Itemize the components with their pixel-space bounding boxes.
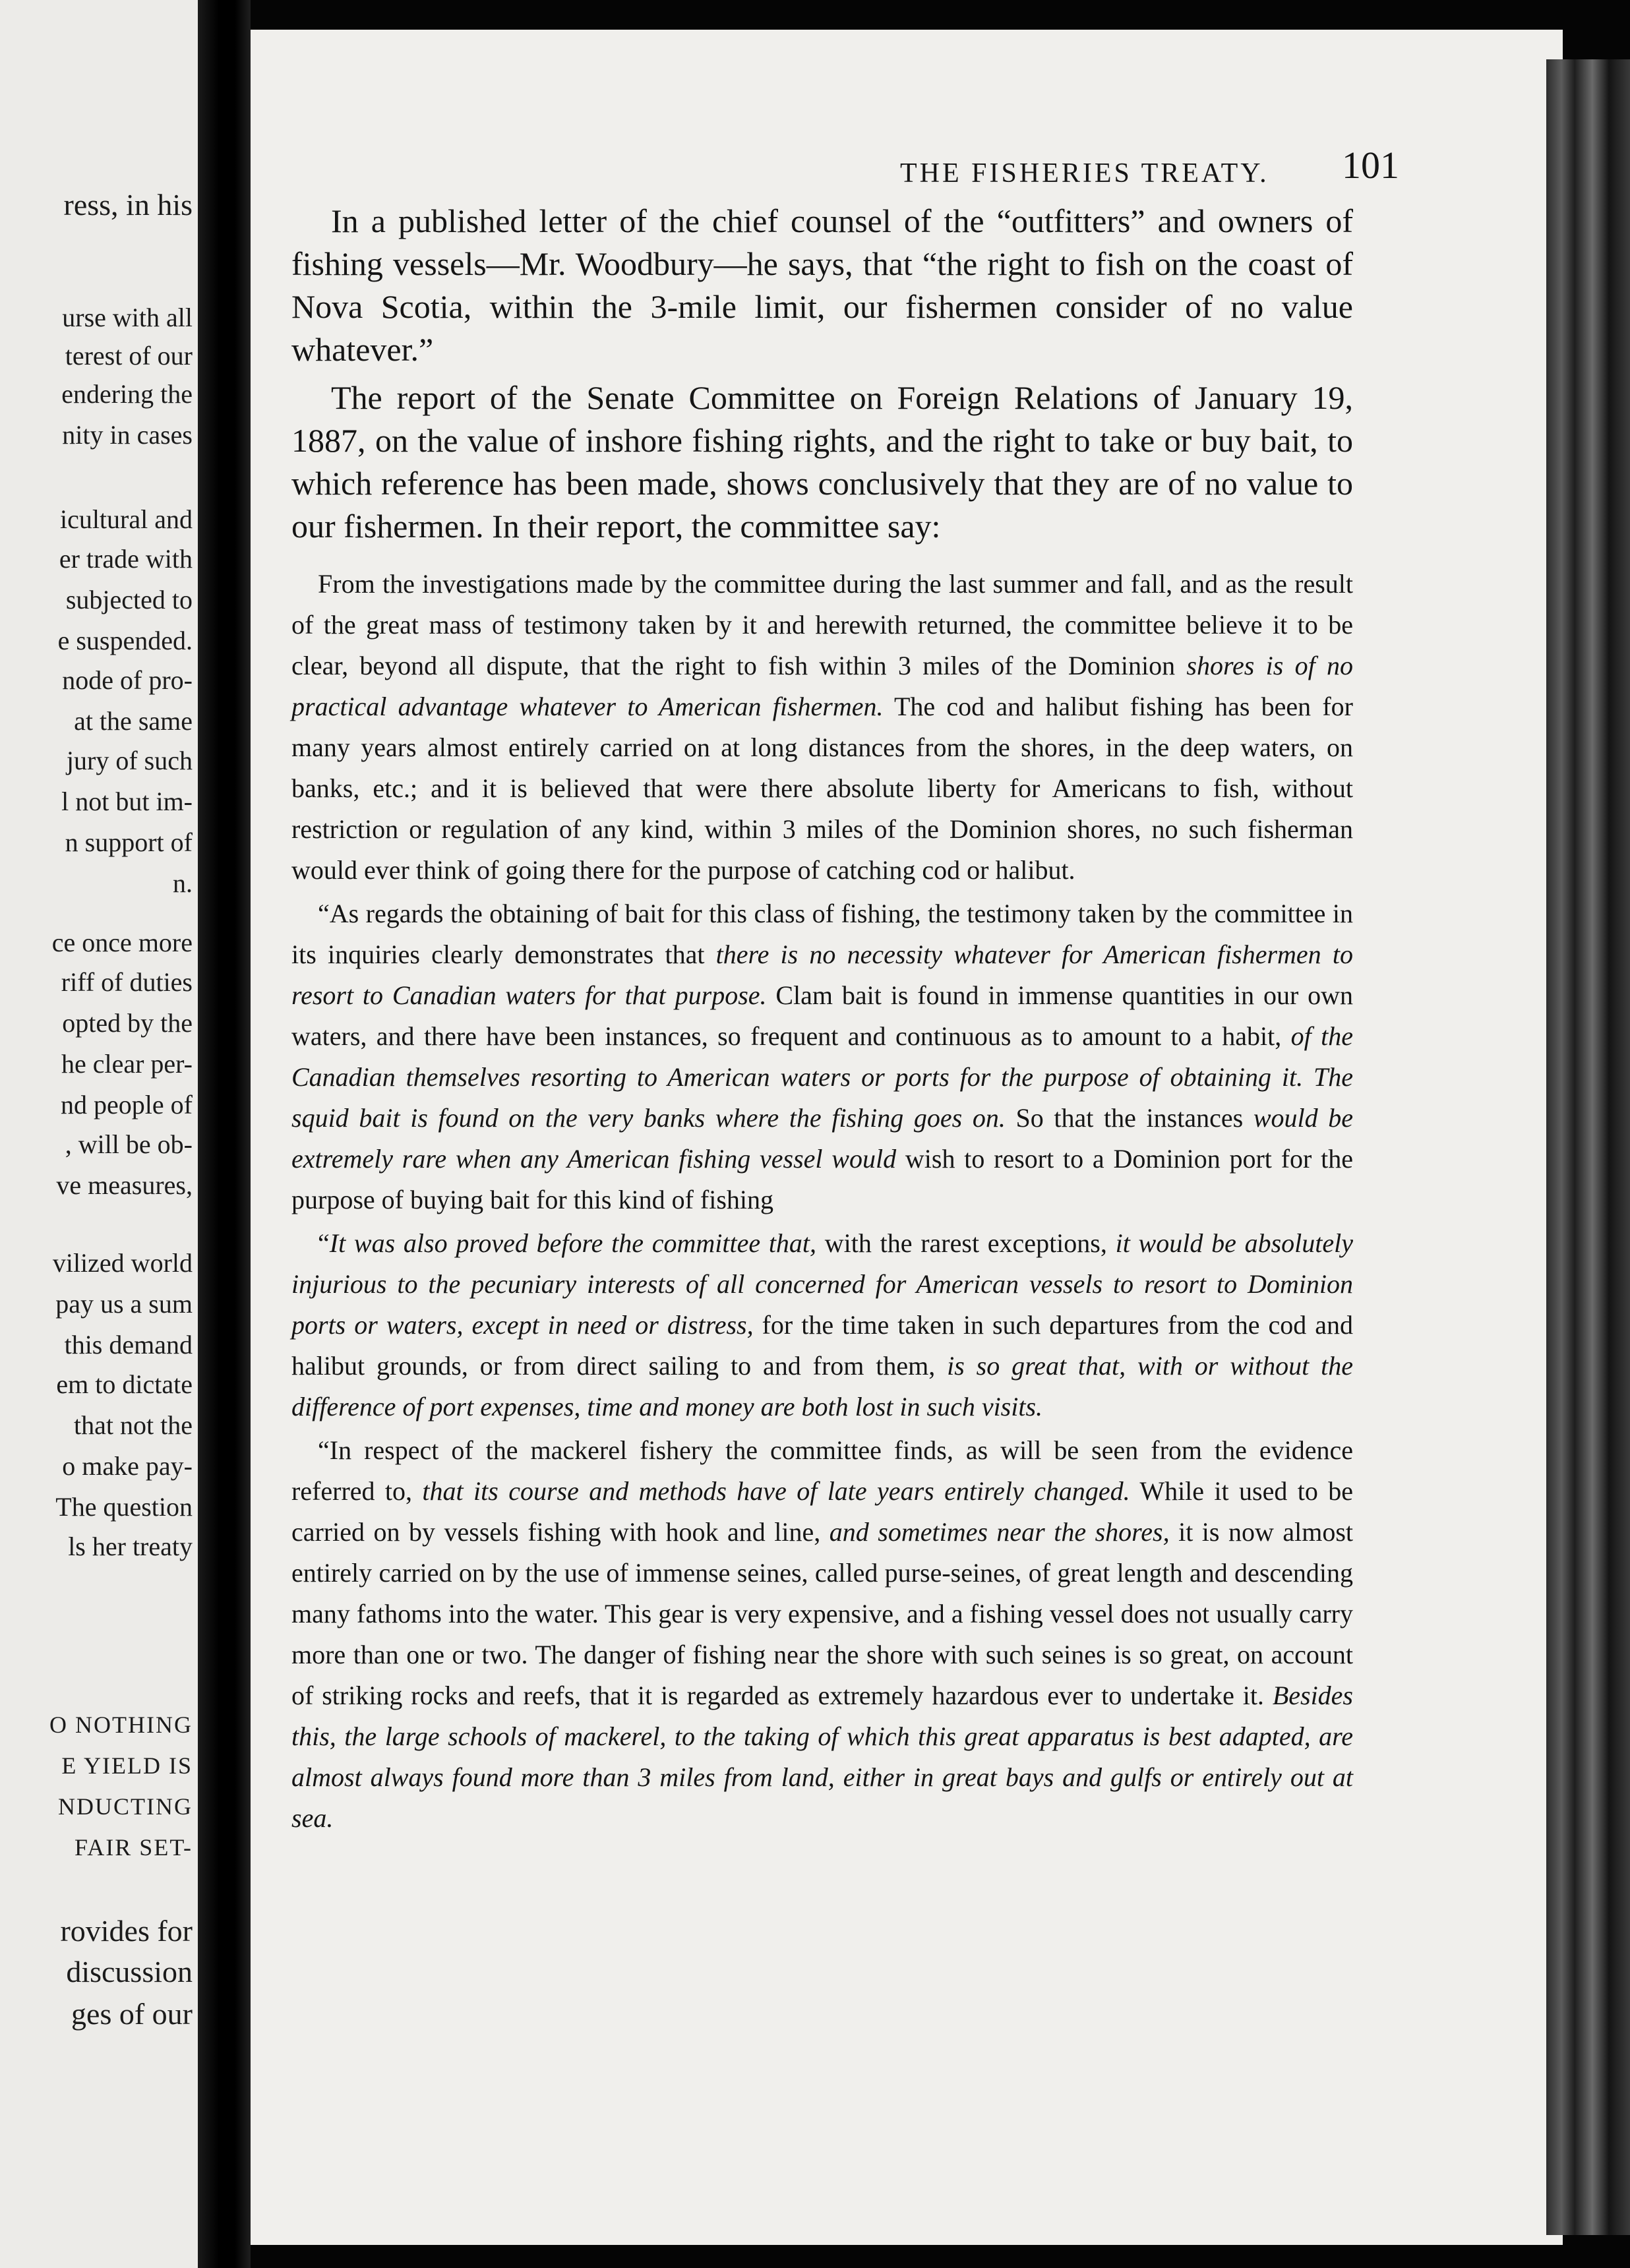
italic-text-run: It was also proved before the committee that, bbox=[329, 1228, 817, 1258]
left-page-line: E YIELD IS bbox=[61, 1752, 193, 1779]
text-run: it is now almost entirely carried on by the use of immense seines, called purse-seines, of great length and descending many fathoms into the water. This gear is very expensive, and a fishing vessel does not usually carry more than one or two. The danger of fishing near the shore with such seines is so great, on account of striking rocks and reefs, that it is regarded as extremely hazardous ever to undertake it. bbox=[291, 1517, 1354, 1710]
left-page-line: n. bbox=[173, 868, 193, 898]
left-page-line: subjected to bbox=[65, 585, 193, 614]
left-page-line: opted by the bbox=[62, 1008, 193, 1038]
italic-text-run: there is no necessity whatever for American fishermen to resort to Canadian waters for that purpose. bbox=[291, 940, 1353, 1010]
left-page-line: vilized world bbox=[52, 1248, 193, 1278]
adjacent-page-fragment bbox=[0, 0, 198, 2268]
page-edge-stack bbox=[1546, 59, 1630, 2235]
page-number: 101 bbox=[1342, 144, 1399, 187]
left-page-line: l not but im- bbox=[61, 787, 193, 816]
italic-text-run: Besides this, the large schools of mackerel, to the taking of which this great apparatus is best adapted, are almost always found more than 3 miles from land, either in great bays and gulfs or entirely out at sea. bbox=[291, 1681, 1353, 1833]
body-paragraph bbox=[291, 200, 1353, 371]
text-run: wish to resort to a Dominion port for the purpose of buying bait for this kind of fishing bbox=[291, 1144, 1354, 1214]
text-run: “ bbox=[318, 1228, 330, 1258]
text-run: with the rarest exceptions, bbox=[816, 1228, 1116, 1258]
text-run: “As regards the obtaining of bait for this class of fishing, the testimony taken by the committee in its inquiries clearly demonstrates that bbox=[291, 899, 1353, 969]
italic-text-run: of the Canadian themselves resorting to American waters or ports for the purpose of obtaining it. The squid bait is found on the very banks where the fishing goes on. bbox=[291, 1021, 1353, 1133]
left-page-line: ve measures, bbox=[56, 1170, 193, 1200]
left-page-line: ce once more bbox=[51, 928, 193, 957]
italic-text-run: it would be absolutely injurious to the pecuniary interests of all concerned for American vessels to resort to Dominion ports or waters, except in need or distress, bbox=[291, 1228, 1353, 1340]
quoted-paragraph bbox=[291, 1430, 1353, 1839]
left-page-line: terest of our bbox=[65, 341, 193, 371]
text-run: The cod and halibut fishing has been for many years almost entirely carried on at long distances from the shores, in the deep waters, on banks, etc.; and it is believed that were there absolute liberty for Americans to fish, without restriction or regulation of any kind, within 3 miles of the Dominion shores, no such fisherman would ever think of going there for the purpose of catching cod or halibut. bbox=[291, 692, 1353, 885]
page-body bbox=[291, 200, 1353, 1841]
text-run: The report of the Senate Committee on Foreign Relations of January 19, 1887, on the value of inshore fishing rights, and the right to take or buy bait, to which reference has been made, shows conclusively that they are of no value to our fishermen. In their report, the committee say: bbox=[291, 379, 1353, 545]
left-page-line: discussion bbox=[66, 1955, 193, 1988]
left-page-line: em to dictate bbox=[56, 1369, 193, 1399]
text-run: for the time taken in such departures from the cod and halibut grounds, or from direct sailing to and from them, bbox=[291, 1310, 1353, 1381]
left-page-line: he clear per- bbox=[61, 1049, 193, 1079]
left-page-line: er trade with bbox=[59, 544, 193, 574]
book-gutter bbox=[198, 0, 251, 2268]
left-page-line: that not the bbox=[74, 1410, 193, 1440]
left-page-line: jury of such bbox=[66, 746, 193, 775]
left-page-line: n support of bbox=[65, 827, 193, 857]
left-page-line: urse with all bbox=[62, 303, 193, 332]
left-page-line: this demand bbox=[64, 1330, 193, 1359]
left-page-line: O NOTHING bbox=[49, 1712, 193, 1738]
left-page-line: , will be ob- bbox=[65, 1129, 193, 1159]
italic-text-run: that its course and methods have of late years entirely changed. bbox=[422, 1476, 1130, 1506]
left-page-line: The question bbox=[55, 1492, 193, 1522]
body-paragraph bbox=[291, 376, 1353, 548]
quoted-paragraph bbox=[291, 1223, 1353, 1427]
running-title: THE FISHERIES TREATY. bbox=[900, 158, 1269, 189]
left-page-line: icultural and bbox=[59, 504, 193, 534]
left-page-line: ls her treaty bbox=[68, 1532, 193, 1561]
left-page-line: o make pay- bbox=[62, 1451, 193, 1481]
quoted-paragraph bbox=[291, 893, 1353, 1220]
italic-text-run: and sometimes near the shores, bbox=[829, 1517, 1170, 1547]
left-page-line: riff of duties bbox=[61, 967, 193, 997]
left-page-line: NDUCTING bbox=[58, 1793, 193, 1820]
italic-text-run: shores is of no practical advantage whatever to American fishermen. bbox=[291, 651, 1353, 721]
text-run: While it used to be carried on by vessels fishing with hook and line, bbox=[291, 1476, 1353, 1547]
left-page-line: rovides for bbox=[60, 1914, 193, 1948]
left-page-line: pay us a sum bbox=[55, 1289, 193, 1319]
quoted-paragraph bbox=[291, 564, 1353, 891]
left-page-line: ress, in his bbox=[63, 188, 193, 222]
text-run: From the investigations made by the committee during the last summer and fall, and as the result of the great mass of testimony taken by it and herewith returned, the committee believe it to be clear, beyond all dispute, that the right to fish within 3 miles of the Dominion bbox=[291, 569, 1353, 680]
left-page-line: at the same bbox=[74, 706, 193, 736]
left-page-line: FAIR SET- bbox=[74, 1834, 193, 1861]
left-page-line: node of pro- bbox=[62, 665, 193, 695]
left-page-line: nd people of bbox=[61, 1090, 193, 1119]
text-run: In a published letter of the chief counsel of the “outfitters” and owners of fishing vessels—Mr. Woodbury—he says, that “the right to fish on the coast of Nova Scotia, within the 3-mile limit, our fishermen consider of no value whatever.” bbox=[291, 202, 1353, 368]
left-page-line: e suspended. bbox=[57, 626, 193, 655]
left-page-line: nity in cases bbox=[62, 420, 193, 450]
left-page-line: endering the bbox=[61, 379, 193, 409]
book-page bbox=[251, 30, 1563, 2245]
text-run: Clam bait is found in immense quantities in our own waters, and there have been instances, so frequent and continuous as to amount to a habit, bbox=[291, 980, 1353, 1051]
page-header bbox=[251, 143, 1563, 196]
italic-text-run: is so great that, with or without the difference of port expenses, time and money are both lost in such visits. bbox=[291, 1351, 1354, 1421]
text-run: So that the instances bbox=[1005, 1103, 1253, 1133]
left-page-line: ges of our bbox=[71, 1997, 193, 2031]
italic-text-run: would be extremely rare when any American fishing vessel would bbox=[291, 1103, 1354, 1174]
text-run: “In respect of the mackerel fishery the committee finds, as will be seen from the evidence referred to, bbox=[291, 1435, 1353, 1506]
